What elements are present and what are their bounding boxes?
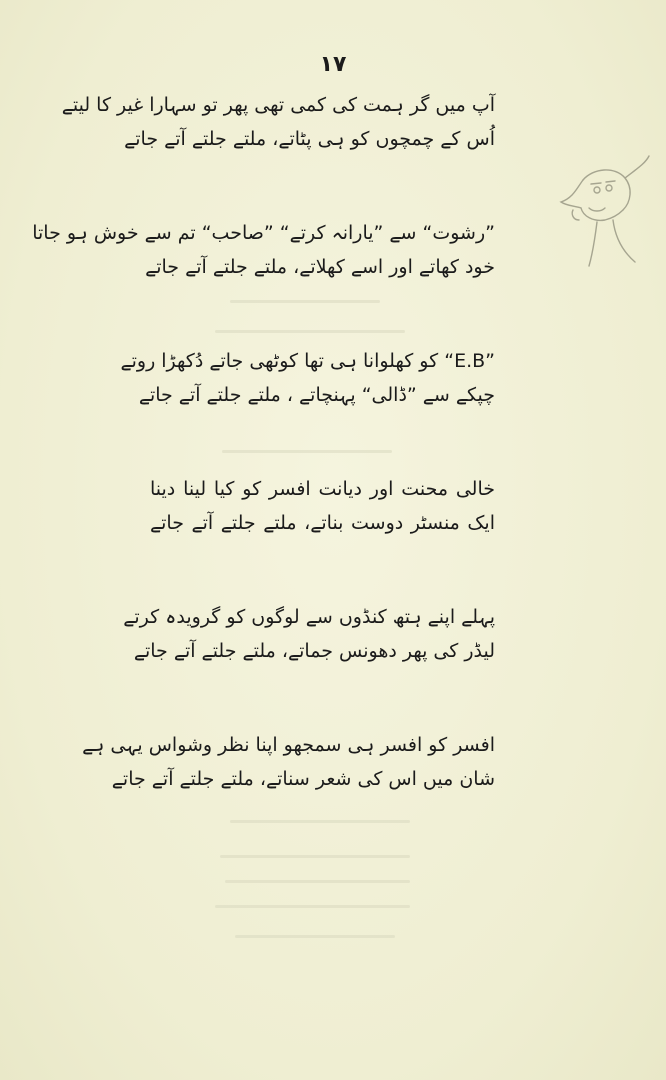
stanza bbox=[61, 88, 495, 216]
bleed-through-mark bbox=[235, 935, 395, 938]
stanza bbox=[120, 344, 495, 472]
verse-line: اُس کے چمچوں کو ہی پٹاتے، ملتے جلتے آتے جاتے bbox=[124, 128, 495, 150]
verse-line: ”E.B“ کو کھلوانا ہی تھا کوٹھی جاتے دُکھڑا روتے bbox=[120, 350, 495, 372]
stanza bbox=[150, 472, 495, 600]
bleed-through-mark bbox=[220, 855, 410, 858]
verse-line: چپکے سے ”ڈالی“ پہنچاتے ، ملتے جلتے آتے جاتے bbox=[138, 384, 495, 406]
poem bbox=[32, 88, 495, 854]
verse-line: خالی محنت اور دیانت افسر کو کیا لینا دینا bbox=[150, 478, 495, 500]
verse-line: ”رشوت“ سے ”یارانہ کرتے“ ”صاحب“ تم سے خوش ہو جاتا bbox=[32, 222, 495, 244]
bleed-through-mark bbox=[225, 880, 410, 883]
verse-line: ایک منسٹر دوست بناتے، ملتے جلتے آتے جاتے bbox=[150, 512, 495, 534]
margin-sketch-icon bbox=[553, 150, 653, 270]
page-number: ١٧ bbox=[319, 52, 347, 77]
stanza bbox=[123, 600, 495, 728]
stanza bbox=[82, 728, 495, 854]
stanza bbox=[32, 216, 495, 344]
verse-line: لیڈر کی پھر دھونس جماتے، ملتے جلتے آتے جاتے bbox=[133, 640, 495, 662]
verse-line: شان میں اس کی شعر سناتے، ملتے جلتے آتے جاتے bbox=[111, 768, 495, 790]
verse-line: افسر کو افسر ہی سمجھو اپنا نظر وشواس یہی ہے bbox=[82, 734, 495, 756]
verse-line: پہلے اپنے ہتھ کنڈوں سے لوگوں کو گرویدہ کرتے bbox=[123, 606, 495, 628]
verse-line: خود کھاتے اور اسے کھلاتے، ملتے جلتے آتے جاتے bbox=[145, 256, 495, 278]
bleed-through-mark bbox=[215, 905, 410, 908]
verse-line: آپ میں گر ہمت کی کمی تھی پھر تو سہارا غیر کا لیتے bbox=[61, 94, 495, 116]
